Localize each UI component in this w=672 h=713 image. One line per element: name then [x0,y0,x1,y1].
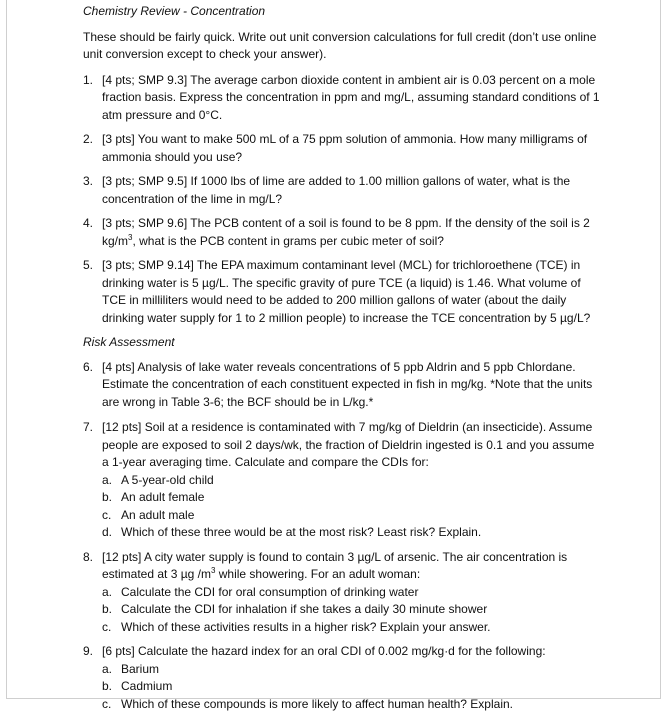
sub-item-c [102,696,603,713]
question-text: [4 pts] Analysis of lake water reveals concentrations of 5 ppb Aldrin and 5 ppb Chlordane. Estimate the concentration of each constituent expected in fish in mg/kg. *Note that the units are wrong in Table 3-6; the BCF should be in L/kg.* [102,360,592,409]
sub-item-c [102,507,603,525]
question-1 [83,72,603,125]
question-text: [4 pts; SMP 9.3] The average carbon dioxide content in ambient air is 0.03 percent on a mole fraction basis. Express the concentration in ppm and mg/L, assuming standard conditions of 1 atm pressure and 0°C. [102,73,600,122]
document-body [83,3,603,713]
sub-letter: d. [102,524,112,542]
superscript: 3 [128,233,132,242]
sub-text: Calculate the CDI for oral consumption of drinking water [121,585,418,599]
question-5 [83,257,603,327]
sub-item-a [102,661,603,679]
question-number: 8. [83,549,93,567]
sub-letter: a. [102,472,112,490]
sub-letter: c. [102,696,111,713]
sub-text: Barium [121,662,159,676]
document-title: Chemistry Review - Concentration [83,3,603,21]
question-text: [3 pts] You want to make 500 mL of a 75 ppm solution of ammonia. How many milligrams of ammonia should you use? [102,132,587,164]
sub-item-c [102,619,603,637]
sub-letter: c. [102,507,111,525]
question-number: 1. [83,72,93,90]
question-text: [6 pts] Calculate the hazard index for an oral CDI of 0.002 mg/kg·d for the following: [102,644,546,658]
sub-text: Which of these three would be at the most risk? Least risk? Explain. [121,525,481,539]
question-number: 3. [83,173,93,191]
question-number: 2. [83,131,93,149]
question-3 [83,173,603,208]
sub-text: An adult male [121,508,194,522]
sub-item-b [102,489,603,507]
question-2 [83,131,603,166]
intro-paragraph: These should be fairly quick. Write out unit conversion calculations for full credit (don’t use online unit conversion except to check your answer). [83,29,603,64]
sub-text: Which of these activities results in a higher risk? Explain your answer. [121,620,491,634]
question-list-risk [83,359,603,713]
question-number: 7. [83,419,93,437]
sub-item-a [102,584,603,602]
question-number: 6. [83,359,93,377]
question-9 [83,643,603,713]
question-text: [3 pts; SMP 9.6] The PCB content of a soil is found to be 8 ppm. If the density of the soil is 2 $kg/m^3$, what is the PCB content in grams per cubic meter of soil? [102,216,590,248]
superscript: 3 [211,566,215,575]
sub-item-a [102,472,603,490]
question-number: 9. [83,643,93,661]
question-text: [3 pts; SMP 9.14] The EPA maximum contaminant level (MCL) for trichloroethene (TCE) in drinking water is 5 µg/L. The specific gravity of pure TCE (a liquid) is 1.46. What volume of TCE in milliliters would need to be added to 200 million gallons of water (about the daily drinking water supply for 1 to 2 million people) to increase the TCE concentration by 5 µg/L? [102,258,590,325]
sub-text: An adult female [121,490,204,504]
question-8 [83,549,603,637]
sub-letter: b. [102,678,112,696]
sub-letter: a. [102,661,112,679]
sub-text: Cadmium [121,679,172,693]
question-number: 4. [83,215,93,233]
question-text: [12 pts] A city water supply is found to contain 3 µg/L of arsenic. The air concentration is estimated at 3 µg $/m^3$ while showering. For an adult woman: [102,550,567,582]
sub-text: A 5-year-old child [121,473,214,487]
sub-text: Calculate the CDI for inhalation if she takes a daily 30 minute shower [121,602,487,616]
sub-letter: b. [102,601,112,619]
question-number: 5. [83,257,93,275]
sub-item-d [102,524,603,542]
question-4 [83,215,603,250]
question-list-concentration [83,72,603,328]
sub-item-b [102,678,603,696]
question-7 [83,419,603,542]
section-heading-risk: Risk Assessment [83,334,603,352]
sub-letter: a. [102,584,112,602]
question-text: [12 pts] Soil at a residence is contaminated with 7 mg/kg of Dieldrin (an insecticide). Assume people are exposed to soil 2 days/wk, the fraction of Dieldrin ingested is 0.1 and you assume a 1-year averaging time. Calculate and compare the CDIs for: [102,420,594,469]
question-6 [83,359,603,412]
sub-item-b [102,601,603,619]
sub-text: Which of these compounds is more likely to affect human health? Explain. [121,697,513,711]
question-text: [3 pts; SMP 9.5] If 1000 lbs of lime are added to 1.00 million gallons of water, what is the concentration of the lime in mg/L? [102,174,570,206]
sub-letter: b. [102,489,112,507]
sub-letter: c. [102,619,111,637]
